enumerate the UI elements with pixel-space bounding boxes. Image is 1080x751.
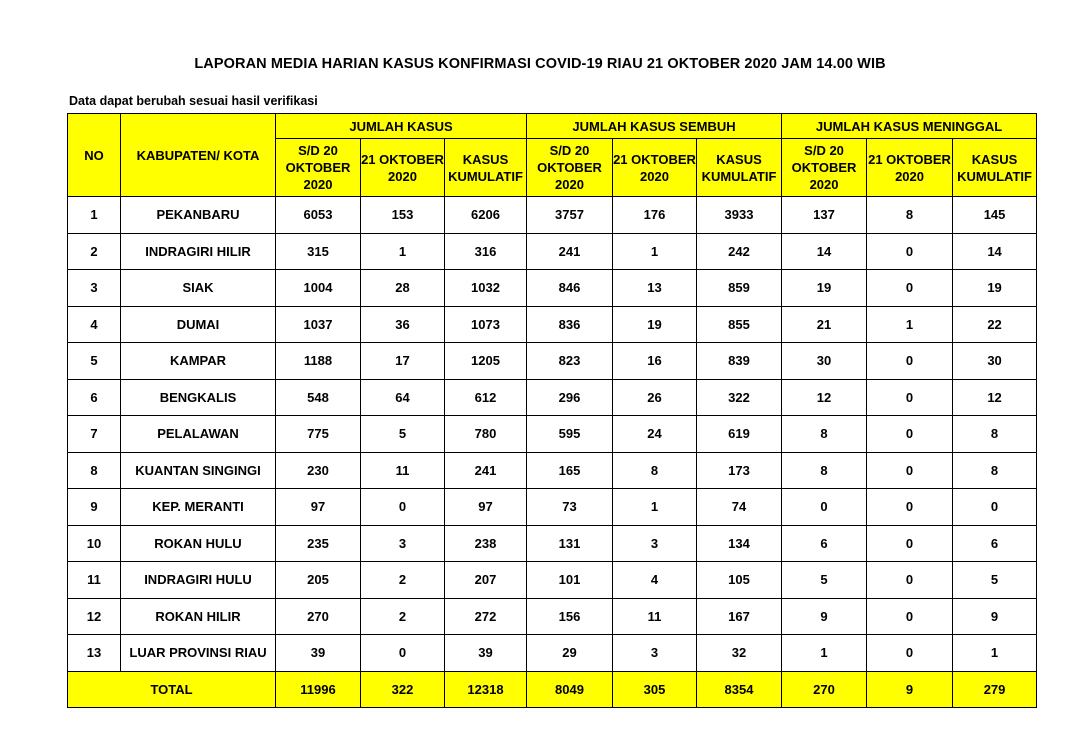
value-cell: 2 [361,562,445,599]
value-cell: 105 [697,562,782,599]
row-number: 2 [68,233,121,270]
value-cell: 839 [697,343,782,380]
region-name: INDRAGIRI HULU [121,562,276,599]
value-cell: 1032 [445,270,527,307]
region-name: ROKAN HILIR [121,598,276,635]
value-cell: 270 [276,598,361,635]
row-number: 8 [68,452,121,489]
row-number: 3 [68,270,121,307]
value-cell: 619 [697,416,782,453]
value-cell: 29 [527,635,613,672]
value-cell: 19 [613,306,697,343]
value-cell: 1 [782,635,867,672]
value-cell: 165 [527,452,613,489]
value-cell: 30 [782,343,867,380]
value-cell: 859 [697,270,782,307]
row-number: 10 [68,525,121,562]
value-cell: 13 [613,270,697,307]
table-body [68,197,1037,672]
region-name: PEKANBARU [121,197,276,234]
value-cell: 1 [613,233,697,270]
total-row [68,671,1037,707]
subheader-today: 21 OKTOBER 2020 [361,139,445,197]
value-cell: 775 [276,416,361,453]
value-cell: 8 [953,416,1037,453]
value-cell: 855 [697,306,782,343]
region-name: DUMAI [121,306,276,343]
row-number: 6 [68,379,121,416]
value-cell: 39 [445,635,527,672]
value-cell: 0 [782,489,867,526]
value-cell: 12 [953,379,1037,416]
value-cell: 14 [953,233,1037,270]
value-cell: 1188 [276,343,361,380]
value-cell: 11 [613,598,697,635]
table-row [68,270,1037,307]
value-cell: 101 [527,562,613,599]
table-row [68,598,1037,635]
region-name: SIAK [121,270,276,307]
value-cell: 0 [867,233,953,270]
value-cell: 74 [697,489,782,526]
total-cell: 9 [867,671,953,707]
value-cell: 1 [867,306,953,343]
region-name: INDRAGIRI HILIR [121,233,276,270]
region-name: BENGKALIS [121,379,276,416]
value-cell: 9 [953,598,1037,635]
value-cell: 5 [782,562,867,599]
value-cell: 3 [613,525,697,562]
value-cell: 595 [527,416,613,453]
value-cell: 0 [361,635,445,672]
value-cell: 9 [782,598,867,635]
header-group-deaths: JUMLAH KASUS MENINGGAL [782,114,1037,139]
total-cell: 270 [782,671,867,707]
value-cell: 1 [361,233,445,270]
total-cell: 12318 [445,671,527,707]
total-cell: 8354 [697,671,782,707]
value-cell: 207 [445,562,527,599]
value-cell: 780 [445,416,527,453]
total-cell: 279 [953,671,1037,707]
value-cell: 8 [953,452,1037,489]
value-cell: 137 [782,197,867,234]
verification-note: Data dapat berubah sesuai hasil verifikasi [69,94,318,108]
value-cell: 97 [276,489,361,526]
value-cell: 272 [445,598,527,635]
value-cell: 238 [445,525,527,562]
value-cell: 3 [361,525,445,562]
value-cell: 8 [613,452,697,489]
region-name: KEP. MERANTI [121,489,276,526]
subheader-today: 21 OKTOBER 2020 [613,139,697,197]
value-cell: 3757 [527,197,613,234]
region-name: PELALAWAN [121,416,276,453]
value-cell: 11 [361,452,445,489]
row-number: 5 [68,343,121,380]
region-name: LUAR PROVINSI RIAU [121,635,276,672]
value-cell: 242 [697,233,782,270]
value-cell: 1 [953,635,1037,672]
subheader-prev: S/D 20 OKTOBER 2020 [276,139,361,197]
value-cell: 8 [867,197,953,234]
table-row [68,525,1037,562]
total-cell: 322 [361,671,445,707]
value-cell: 97 [445,489,527,526]
row-number: 12 [68,598,121,635]
value-cell: 0 [867,598,953,635]
value-cell: 39 [276,635,361,672]
total-cell: 11996 [276,671,361,707]
table-row [68,562,1037,599]
value-cell: 5 [361,416,445,453]
value-cell: 30 [953,343,1037,380]
value-cell: 3 [613,635,697,672]
value-cell: 0 [361,489,445,526]
value-cell: 230 [276,452,361,489]
table-row [68,197,1037,234]
value-cell: 156 [527,598,613,635]
value-cell: 0 [867,489,953,526]
table-row [68,306,1037,343]
value-cell: 21 [782,306,867,343]
value-cell: 205 [276,562,361,599]
value-cell: 6053 [276,197,361,234]
value-cell: 4 [613,562,697,599]
covid-report-table [67,113,1037,708]
total-cell: 305 [613,671,697,707]
value-cell: 1004 [276,270,361,307]
value-cell: 145 [953,197,1037,234]
value-cell: 322 [697,379,782,416]
value-cell: 2 [361,598,445,635]
subheader-prev: S/D 20 OKTOBER 2020 [782,139,867,197]
subheader-cumulative: KASUS KUMULATIF [953,139,1037,197]
value-cell: 0 [867,525,953,562]
value-cell: 0 [867,562,953,599]
table-row [68,343,1037,380]
value-cell: 36 [361,306,445,343]
value-cell: 17 [361,343,445,380]
subheader-today: 21 OKTOBER 2020 [867,139,953,197]
value-cell: 64 [361,379,445,416]
value-cell: 14 [782,233,867,270]
value-cell: 167 [697,598,782,635]
table-row [68,379,1037,416]
value-cell: 24 [613,416,697,453]
value-cell: 241 [527,233,613,270]
value-cell: 5 [953,562,1037,599]
region-name: KAMPAR [121,343,276,380]
value-cell: 0 [867,416,953,453]
row-number: 1 [68,197,121,234]
value-cell: 548 [276,379,361,416]
value-cell: 6 [782,525,867,562]
subheader-cumulative: KASUS KUMULATIF [445,139,527,197]
value-cell: 316 [445,233,527,270]
value-cell: 0 [867,635,953,672]
value-cell: 8 [782,416,867,453]
value-cell: 823 [527,343,613,380]
value-cell: 0 [867,343,953,380]
table-row [68,452,1037,489]
value-cell: 836 [527,306,613,343]
total-label: TOTAL [68,671,276,707]
table-row [68,489,1037,526]
value-cell: 612 [445,379,527,416]
value-cell: 28 [361,270,445,307]
value-cell: 0 [953,489,1037,526]
value-cell: 846 [527,270,613,307]
value-cell: 16 [613,343,697,380]
value-cell: 0 [867,270,953,307]
table-row [68,635,1037,672]
row-number: 9 [68,489,121,526]
value-cell: 1 [613,489,697,526]
header-group-recovered: JUMLAH KASUS SEMBUH [527,114,782,139]
table-row [68,416,1037,453]
value-cell: 296 [527,379,613,416]
value-cell: 153 [361,197,445,234]
header-region: KABUPATEN/ KOTA [121,114,276,197]
value-cell: 19 [953,270,1037,307]
value-cell: 3933 [697,197,782,234]
value-cell: 1073 [445,306,527,343]
header-group-cases: JUMLAH KASUS [276,114,527,139]
value-cell: 1037 [276,306,361,343]
value-cell: 32 [697,635,782,672]
row-number: 7 [68,416,121,453]
total-cell: 8049 [527,671,613,707]
row-number: 4 [68,306,121,343]
row-number: 11 [68,562,121,599]
subheader-cumulative: KASUS KUMULATIF [697,139,782,197]
value-cell: 19 [782,270,867,307]
value-cell: 22 [953,306,1037,343]
region-name: ROKAN HULU [121,525,276,562]
value-cell: 8 [782,452,867,489]
value-cell: 173 [697,452,782,489]
value-cell: 6 [953,525,1037,562]
value-cell: 315 [276,233,361,270]
value-cell: 235 [276,525,361,562]
table-row [68,233,1037,270]
value-cell: 26 [613,379,697,416]
report-title: LAPORAN MEDIA HARIAN KASUS KONFIRMASI COVID-19 RIAU 21 OKTOBER 2020 JAM 14.00 WIB [194,56,886,72]
value-cell: 0 [867,452,953,489]
value-cell: 176 [613,197,697,234]
subheader-prev: S/D 20 OKTOBER 2020 [527,139,613,197]
value-cell: 0 [867,379,953,416]
value-cell: 241 [445,452,527,489]
value-cell: 12 [782,379,867,416]
value-cell: 134 [697,525,782,562]
header-no: NO [68,114,121,197]
value-cell: 1205 [445,343,527,380]
value-cell: 6206 [445,197,527,234]
row-number: 13 [68,635,121,672]
value-cell: 131 [527,525,613,562]
region-name: KUANTAN SINGINGI [121,452,276,489]
value-cell: 73 [527,489,613,526]
